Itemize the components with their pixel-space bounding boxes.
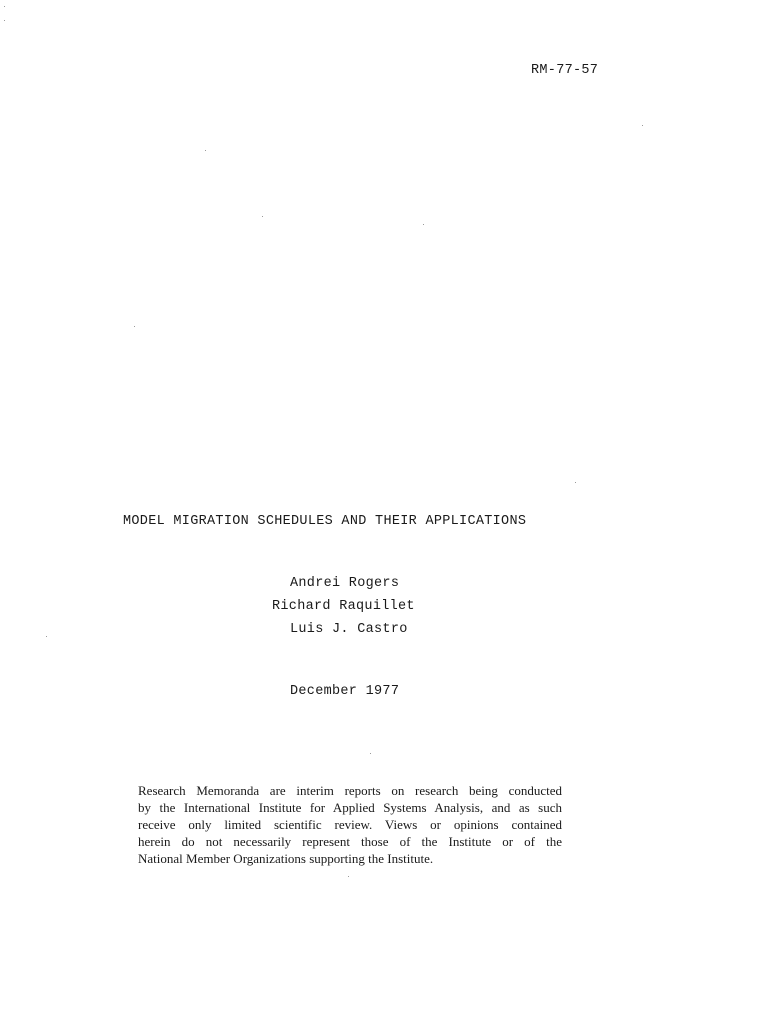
- author-name: Luis J. Castro: [290, 622, 408, 637]
- author-name: Richard Raquillet: [272, 599, 415, 614]
- scan-speck: [262, 216, 263, 217]
- disclaimer-line: Research Memoranda are interim reports on research being conducted: [138, 783, 562, 798]
- scan-speck: [46, 636, 47, 637]
- scan-speck: [4, 6, 5, 7]
- disclaimer-line: National Member Organizations supporting the Institute.: [138, 851, 434, 866]
- disclaimer-paragraph: [138, 782, 562, 867]
- scan-speck: [642, 125, 643, 126]
- scan-speck: [423, 224, 424, 225]
- disclaimer-line: receive only limited scientific review. Views or opinions contained: [138, 817, 562, 832]
- document-title: MODEL MIGRATION SCHEDULES AND THEIR APPLICATIONS: [123, 514, 527, 529]
- scan-speck: [370, 753, 371, 754]
- author-name: Andrei Rogers: [290, 576, 400, 591]
- report-number: RM-77-57: [531, 63, 599, 78]
- disclaimer-line: herein do not necessarily represent those of the Institute or of the: [138, 834, 562, 849]
- scan-speck: [205, 150, 206, 151]
- scan-speck: [134, 326, 135, 327]
- disclaimer-line: by the International Institute for Applied Systems Analysis, and as such: [138, 800, 562, 815]
- scan-speck: [348, 876, 349, 877]
- scan-speck: [575, 482, 576, 483]
- scan-speck: [4, 20, 5, 21]
- publication-date: December 1977: [290, 684, 400, 699]
